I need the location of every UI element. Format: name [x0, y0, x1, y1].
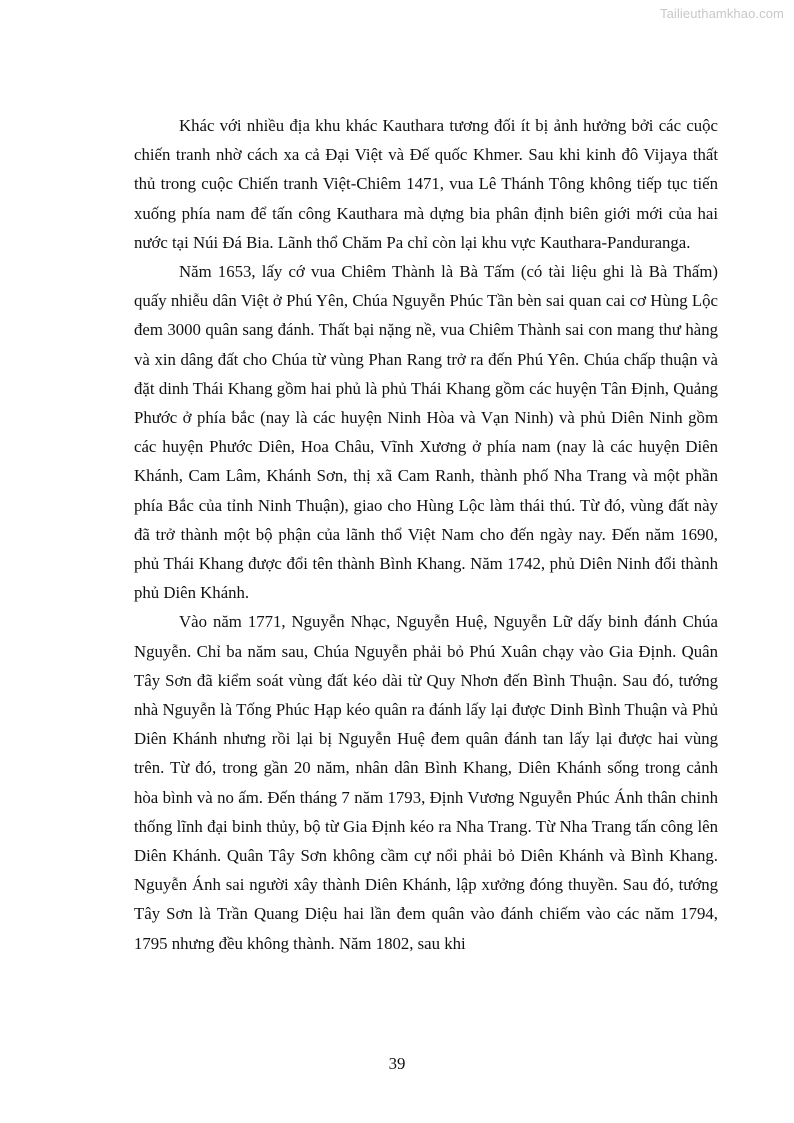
page-number: 39: [388, 1054, 406, 1073]
paragraph-1771: Vào năm 1771, Nguyễn Nhạc, Nguyễn Huệ, Nguyễn Lữ dấy binh đánh Chúa Nguyễn. Chỉ ba năm sau, Chúa Nguyễn phải bỏ Phú Xuân chạy vào Gia Định. Quân Tây Sơn đã kiểm soát vùng đất kéo dài từ Quy Nhơn đến Bình Thuận. Sau đó, tướng nhà Nguyễn là Tống Phúc Hạp kéo quân ra đánh lấy lại được Dinh Bình Thuận và Phủ Diên Khánh nhưng rồi lại bị Nguyễn Huệ đem quân đánh tan lấy lại được hai vùng trên. Từ đó, trong gần 20 năm, nhân dân Bình Khang, Diên Khánh sống trong cảnh hòa bình và no ấm. Đến tháng 7 năm 1793, Định Vương Nguyễn Phúc Ánh thân chinh thống lĩnh đại binh thủy, bộ từ Gia Định kéo ra Nha Trang. Từ Nha Trang tấn công lên Diên Khánh. Quân Tây Sơn không cầm cự nổi phải bỏ Diên Khánh và Bình Khang. Nguyễn Ánh sai người xây thành Diên Khánh, lập xưởng đóng thuyền. Sau đó, tướng Tây Sơn là Trần Quang Diệu hai lần đem quân vào đánh chiếm vào các năm 1794, 1795 nhưng đều không thành. Năm 1802, sau khi: [134, 612, 718, 953]
paragraph-1653: Năm 1653, lấy cớ vua Chiêm Thành là Bà Tấm (có tài liệu ghi là Bà Thấm) quấy nhiễu dân Việt ở Phú Yên, Chúa Nguyễn Phúc Tần bèn sai quan cai cơ Hùng Lộc đem 3000 quân sang đánh. Thất bại nặng nề, vua Chiêm Thành sai con mang thư hàng và xin dâng đất cho Chúa từ vùng Phan Rang trở ra đến Phú Yên. Chúa chấp thuận và đặt dinh Thái Khang gồm hai phủ là phủ Thái Khang gồm các huyện Tân Định, Quảng Phước ở phía bắc (nay là các huyện Ninh Hòa và Vạn Ninh) và phủ Diên Ninh gồm các huyện Phước Diên, Hoa Châu, Vĩnh Xương ở phía nam (nay là các huyện Diên Khánh, Cam Lâm, Khánh Sơn, thị xã Cam Ranh, thành phố Nha Trang và một phần phía Bắc của tỉnh Ninh Thuận), giao cho Hùng Lộc làm thái thú. Từ đó, vùng đất này đã trở thành một bộ phận của lãnh thổ Việt Nam cho đến ngày nay. Đến năm 1690, phủ Thái Khang được đổi tên thành Bình Khang. Năm 1742, phủ Diên Ninh đổi thành phủ Diên Khánh.: [134, 262, 718, 603]
paragraph-kauthara: Khác với nhiều địa khu khác Kauthara tương đối ít bị ảnh hưởng bởi các cuộc chiến tranh nhờ cách xa cả Đại Việt và Đế quốc Khmer. Sau khi kinh đô Vijaya thất thủ trong cuộc Chiến tranh Việt-Chiêm 1471, vua Lê Thánh Tông không tiếp tục tiến xuống phía nam để tấn công Kauthara mà dựng bia phân định biên giới mới của hai nước tại Núi Đá Bia. Lãnh thổ Chăm Pa chỉ còn lại khu vực Kauthara-Panduranga.: [134, 116, 718, 252]
document-body: [134, 111, 718, 958]
watermark-text: Tailieuthamkhao.com: [659, 6, 784, 21]
